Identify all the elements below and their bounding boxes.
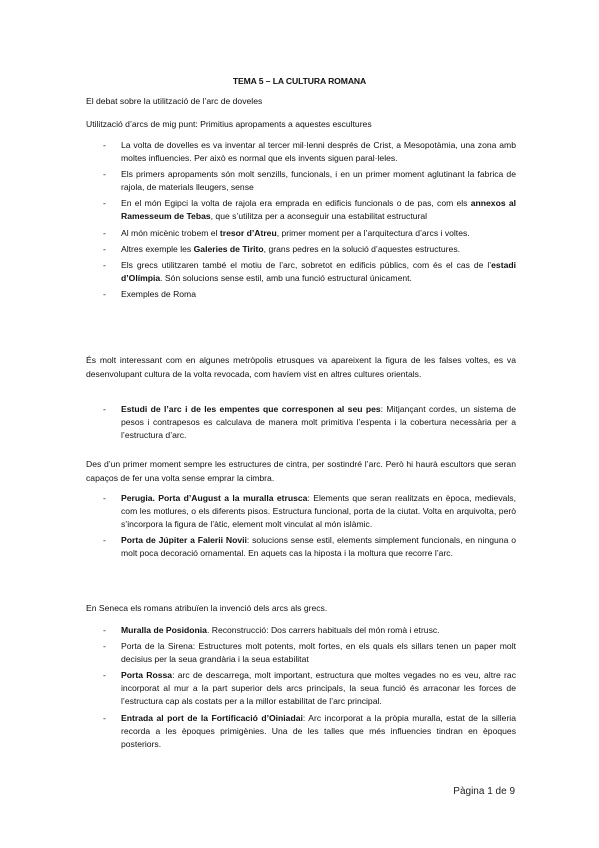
list-item-text: Exemples de Roma (121, 289, 196, 300)
intro-paragraph-1: El debat sobre la utilització de l’arc de doveles (86, 96, 263, 106)
bullet-dash: - (103, 198, 106, 209)
list-item-text: , primer moment per a l’arquitectura d’arcs i voltes. (276, 227, 470, 238)
paragraph-centering: Des d’un primer moment sempre les estructures de cintra, per sostindré l’arc. Però hi haurà escultors que seran capaços de fer una volta sense emprar la cimbra. (86, 459, 516, 483)
paragraph-etruscan-vaults: És molt interessant com en algunes metròpolis etrusques va apareixent la figura de les falses voltes, es va desenvolupant cultura de la volta revocada, com havíem vist en altres cultures orientals. (86, 355, 516, 379)
intro-paragraph-2: Utilització d’arcs de mig punt: Primitius apropaments a aquestes escultures (86, 119, 372, 129)
bold-term: Galeries de Tirito (193, 243, 264, 254)
list-item-text: Porta de la Sirena: Estructures molt potents, molt fortes, en els quals els sillars tenen un paper molt decisius per la seua grandària i la seua estabilitat (121, 641, 516, 665)
bullet-dash: - (103, 625, 106, 635)
bullet-list-arch-study (86, 403, 516, 445)
list-item (86, 624, 516, 637)
bullet-list-gates (86, 492, 516, 563)
list-item-text: , grans pedres en la solució d’aquestes estructures. (263, 243, 461, 254)
bold-term: Entrada al port de la Fortificació d’Oiniadai (121, 712, 303, 723)
list-item (86, 492, 516, 531)
bold-term: Perugia. Porta d’August a la muralla etrusca (121, 493, 308, 503)
list-item-text: : solucions sense estil, elements simplement funcionals, en ninguna o molt poca decoració ornamental. En aquets cas la hiposta i la moltura que recorre l’arc. (121, 535, 516, 559)
list-item (86, 534, 516, 560)
list-item-text: Els grecs utilitzaren també el motiu de l’arc, sobretot en edificis públics, com és el cas de l’ (121, 259, 492, 270)
bullet-dash: - (103, 243, 106, 254)
list-item-text: . Reconstrucció: Dos carrers habituals del món romà i etrusc. (206, 625, 440, 635)
list-item-text: : Arc incorporat a la pròpia muralla, estat de la silleria recorda a les èpoques primigènies. Una de les talles que més influencies tindran en èpoques posteriors. (121, 712, 516, 749)
list-item-text: La volta de dovelles es va inventar al tercer mil·lenni després de Crist, a Mesopotàmia, una zona amb moltes influencies. Per això es normal que els invents siguen paral·leles. (121, 140, 516, 163)
bullet-dash: - (103, 535, 106, 546)
bullet-dash: - (103, 169, 106, 180)
bold-term: annexos al Ramesseum de Tebas (121, 198, 517, 222)
bold-term: Porta de Júpiter a Falerii Novii (121, 535, 247, 546)
bold-term: Muralla de Posidonia (121, 625, 207, 635)
bullet-list-origins (86, 139, 516, 304)
list-item-text: . Són solucions sense estil, amb una funció estructural únicament. (160, 272, 412, 283)
bullet-dash: - (103, 493, 106, 503)
list-item (86, 243, 516, 256)
bold-term: tresor d’Atreu (219, 227, 277, 238)
bullet-dash: - (103, 404, 106, 414)
list-item (86, 403, 516, 442)
list-item-text: : Elements que seran realitzats en època, medievals, com les motlures, o els diferents pisos. Estructura funcional, porta de la ciutat. Volta en arquivolta, però s’incorpora la figura de l’àtic, element molt vinculat al món islàmic. (121, 493, 516, 529)
bullet-dash: - (103, 670, 106, 681)
list-item-text: : Mitjançant cordes, un sistema de pesos i contrapesos es calculava de manera molt primitiva l’espenta i la cobertura necessària per a l’estructura d’arc. (121, 404, 516, 440)
list-item-text: : arc de descarrega, molt important, estructura que moltes vegades no es veu, altre rac incorporat al mur a la part superior dels arcs principals, la seua funció és arraconar les forces de l’estructura cap als costats per a la millor estabilitat de l’arc principal. (121, 670, 516, 707)
list-item-text: Altres exemple les (121, 243, 194, 254)
bold-term: estadi d’Olímpia (121, 259, 516, 283)
list-item (86, 227, 516, 240)
list-item (86, 139, 516, 165)
list-item (86, 712, 516, 751)
list-item-text: Els primers apropaments són molt senzills, funcionals, i en un primer moment aglutinant la fabrica de rajola, de materials lleugers, sense (121, 169, 516, 193)
list-item (86, 168, 516, 194)
bullet-dash: - (103, 259, 106, 270)
bullet-dash: - (103, 641, 106, 652)
bold-term: Porta Rossa (121, 670, 173, 681)
list-item (86, 640, 516, 666)
bullet-dash: - (103, 140, 106, 150)
list-item-text: En el món Egipci la volta de rajola era emprada en edificis funcionals o de pas, com els (121, 198, 471, 209)
bullet-dash: - (103, 227, 106, 238)
list-item-text: Al món micènic trobem el (121, 227, 220, 238)
list-item (86, 669, 516, 708)
bullet-dash: - (103, 712, 106, 723)
page-number: Pàgina 1 de 9 (453, 786, 515, 797)
bullet-list-walls (86, 624, 516, 754)
bold-term: Estudi de l’arc i de les empentes que corresponen al seu pes (121, 404, 381, 414)
list-item (86, 288, 516, 301)
list-item (86, 259, 516, 285)
list-item (86, 197, 516, 223)
bullet-dash: - (103, 289, 106, 300)
document-title: TEMA 5 – LA CULTURA ROMANA (232, 76, 367, 86)
list-item-text: , que s’utilitza per a aconseguir una estabilitat estructural (210, 211, 428, 222)
paragraph-seneca: En Seneca els romans atribuïen la invenció dels arcs als grecs. (86, 603, 328, 613)
